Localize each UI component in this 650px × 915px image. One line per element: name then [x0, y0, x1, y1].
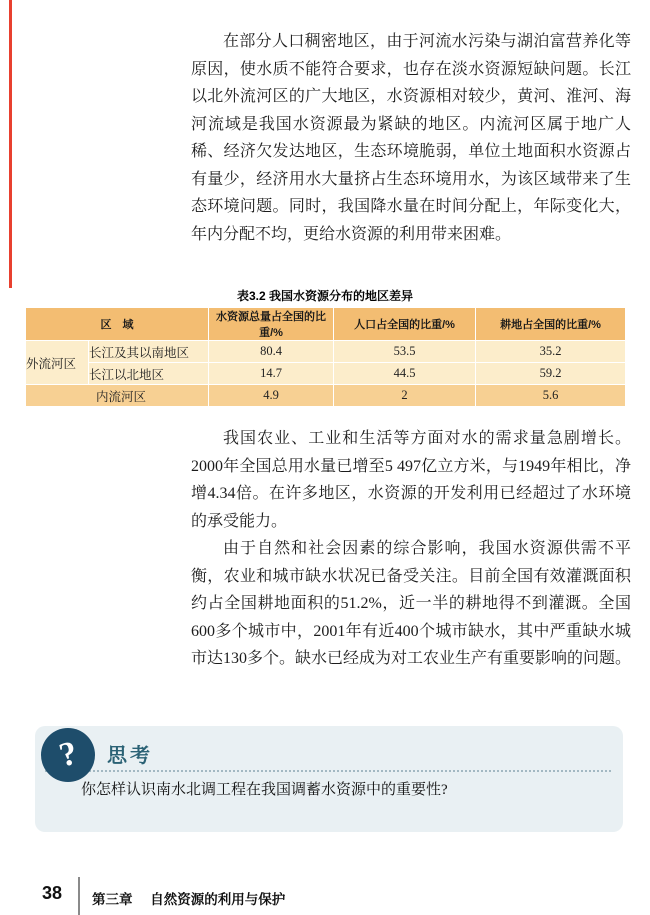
table-row	[26, 363, 626, 385]
cell-population-value: 2	[334, 385, 476, 407]
cell-population-value: 44.5	[334, 363, 476, 385]
paragraph-block-top	[191, 28, 631, 248]
header-cultivated-share: 耕地占全国的比重/%	[476, 308, 626, 341]
paragraph-supply-imbalance: 由于自然和社会因素的综合影响，我国水资源供需不平衡，农业和城市缺水状况已备受关注。目前全国有效灌溉面积约占全国耕地面积的51.2%，近一半的耕地得不到灌溉。全国600多个城市中，2001年有近400个城市缺水，其中严重缺水城市达130多个。缺水已经成为对工农业生产有重要影响的问题。	[191, 540, 632, 667]
table-row	[26, 385, 626, 407]
cell-water-value: 14.7	[209, 363, 334, 385]
paragraph-demand-growth: 我国农业、工业和生活等方面对水的需求量急剧增长。2000年全国总用水量已增至5 497亿立方米，与1949年相比，净增4.34倍。在许多地区，水资源的开发利用已经超过了水环境的承受能力。	[191, 430, 631, 530]
chapter-label: 第三章	[92, 892, 133, 907]
table-row	[26, 341, 626, 363]
cell-cultivated-value: 35.2	[476, 341, 626, 363]
row-region-endorheic: 内流河区	[26, 385, 209, 407]
dotted-divider	[45, 770, 611, 772]
table-caption: 表3.2 我国水资源分布的地区差异	[236, 289, 414, 303]
footer-chapter-line	[92, 888, 285, 908]
page-number: 38	[42, 883, 63, 903]
think-section-title: 思考	[107, 745, 153, 767]
header-region: 区 域	[26, 308, 209, 341]
paragraph-block-bottom	[191, 425, 631, 673]
table-header-row	[26, 308, 626, 341]
think-question-text: 你怎样认识南水北调工程在我国调蓄水资源中的重要性?	[81, 782, 448, 798]
question-mark-icon	[41, 728, 95, 782]
row-group-exorheic: 外流河区	[26, 341, 89, 385]
cell-population-value: 53.5	[334, 341, 476, 363]
footer-divider	[78, 877, 80, 915]
chapter-title: 自然资源的利用与保护	[150, 892, 286, 907]
water-resources-table	[25, 307, 626, 407]
spine-red-rule	[9, 0, 12, 288]
paragraph-water-shortage: 在部分人口稠密地区，由于河流水污染与湖泊富营养化等原因，使水质不能符合要求，也存在淡水资源短缺问题。长江以北外流河区的广大地区，水资源相对较少，黄河、淮河、海河流域是我国水资源最为紧缺的地区。内流河区属于地广人稀、经济欠发达地区，生态环境脆弱，单位土地面积水资源占有量少，经济用水大量挤占生态环境用水，为该区域带来了生态环境问题。同时，我国降水量在时间分配上，年际变化大，年内分配不均，更给水资源的利用带来困难。	[191, 33, 631, 243]
question-mark-glyph: ?	[55, 734, 81, 775]
header-population-share: 人口占全国的比重/%	[334, 308, 476, 341]
cell-water-value: 80.4	[209, 341, 334, 363]
cell-cultivated-value: 59.2	[476, 363, 626, 385]
think-callout-box	[35, 726, 623, 832]
cell-water-value: 4.9	[209, 385, 334, 407]
row-region-label: 长江以北地区	[89, 363, 209, 385]
header-water-share: 水资源总量占全国的比重/%	[209, 308, 334, 341]
row-region-label: 长江及其以南地区	[89, 341, 209, 363]
cell-cultivated-value: 5.6	[476, 385, 626, 407]
